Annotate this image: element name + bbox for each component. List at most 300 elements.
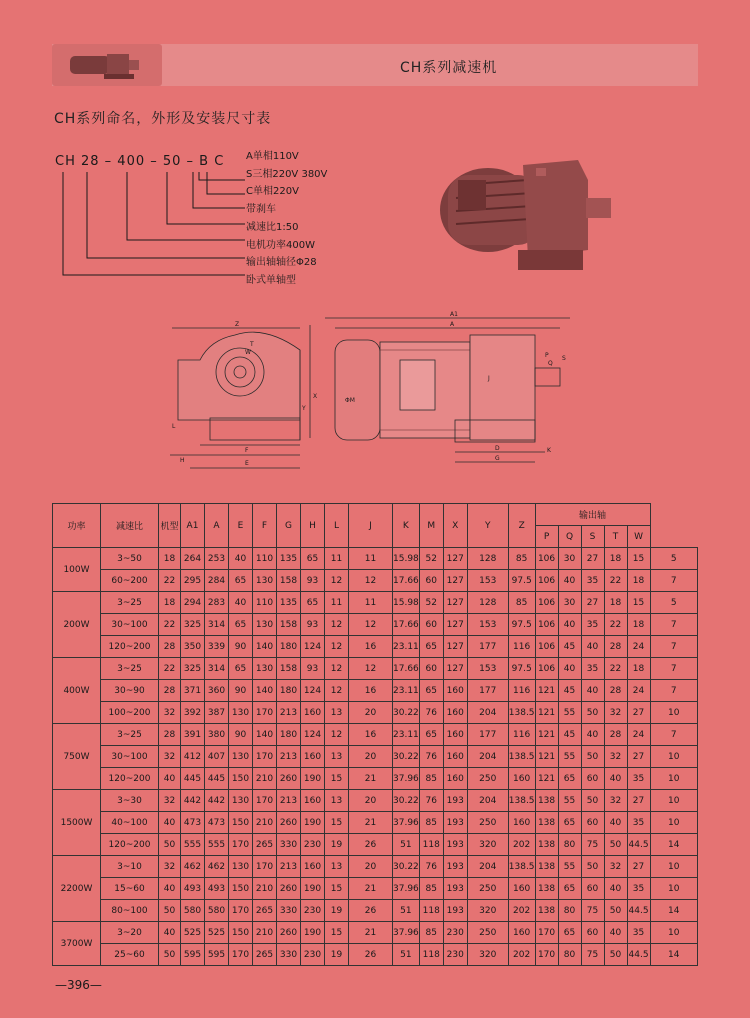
table-row	[53, 592, 698, 614]
table-cell: 7	[650, 724, 697, 746]
table-cell: 5	[650, 592, 697, 614]
power-cell: 750W	[53, 724, 101, 790]
table-cell: 3~25	[101, 724, 159, 746]
table-cell: 19	[325, 944, 349, 966]
table-cell: 12	[349, 570, 393, 592]
table-cell: 13	[325, 746, 349, 768]
dim-label-p: P	[545, 352, 549, 359]
dim-label-z: Z	[235, 321, 240, 328]
table-cell: 213	[277, 856, 301, 878]
table-header: G	[277, 504, 301, 548]
table-cell: 116	[508, 680, 535, 702]
table-cell: 127	[443, 658, 467, 680]
table-cell: 19	[325, 834, 349, 856]
table-cell: 445	[205, 768, 229, 790]
gearmotor-thumbnail-icon	[52, 44, 162, 86]
table-cell: 170	[253, 790, 277, 812]
table-cell: 135	[277, 592, 301, 614]
table-cell: 90	[229, 680, 253, 702]
table-cell: 250	[467, 768, 508, 790]
page-header-title: CH系列减速机	[400, 60, 498, 76]
table-cell: 40	[604, 922, 627, 944]
table-row	[53, 724, 698, 746]
table-cell: 28	[604, 680, 627, 702]
table-cell: 30~100	[101, 614, 159, 636]
table-cell: 193	[443, 900, 467, 922]
table-cell: 7	[650, 614, 697, 636]
table-header: F	[253, 504, 277, 548]
table-header: L	[325, 504, 349, 548]
table-cell: 55	[558, 856, 581, 878]
table-cell: 391	[181, 724, 205, 746]
spec-table	[52, 503, 698, 966]
table-cell: 158	[277, 570, 301, 592]
table-cell: 120~200	[101, 636, 159, 658]
table-cell: 106	[535, 636, 558, 658]
table-cell: 202	[508, 900, 535, 922]
table-cell: 118	[419, 900, 443, 922]
table-cell: 40	[558, 570, 581, 592]
table-cell: 14	[650, 834, 697, 856]
table-cell: 118	[419, 834, 443, 856]
table-cell: 135	[277, 548, 301, 570]
table-cell: 204	[467, 702, 508, 724]
table-cell: 330	[277, 900, 301, 922]
table-cell: 106	[535, 614, 558, 636]
table-cell: 230	[443, 922, 467, 944]
header-thumbnail	[52, 44, 162, 86]
table-cell: 15.98	[393, 592, 420, 614]
table-cell: 50	[604, 834, 627, 856]
table-cell: 85	[419, 878, 443, 900]
table-cell: 27	[627, 856, 650, 878]
table-cell: 65	[558, 812, 581, 834]
table-cell: 193	[443, 790, 467, 812]
table-cell: 106	[535, 548, 558, 570]
table-cell: 50	[159, 834, 181, 856]
table-cell: 10	[650, 922, 697, 944]
table-cell: 204	[467, 790, 508, 812]
table-cell: 76	[419, 856, 443, 878]
table-cell: 407	[205, 746, 229, 768]
table-cell: 140	[253, 680, 277, 702]
table-cell: 44.5	[627, 944, 650, 966]
table-cell: 442	[181, 790, 205, 812]
legend-line: C单相220V	[246, 186, 299, 197]
table-cell: 30	[558, 548, 581, 570]
table-subheader: Q	[558, 526, 581, 548]
dim-label-d: D	[495, 445, 500, 452]
table-row	[53, 614, 698, 636]
table-cell: 124	[301, 680, 325, 702]
dim-label-g: G	[495, 455, 500, 462]
table-cell: 23.11	[393, 636, 420, 658]
dim-label-l: L	[172, 423, 176, 430]
table-cell: 412	[181, 746, 205, 768]
power-cell: 1500W	[53, 790, 101, 856]
table-cell: 65	[229, 570, 253, 592]
table-cell: 65	[419, 636, 443, 658]
table-cell: 314	[205, 658, 229, 680]
dim-label-t: T	[250, 341, 254, 348]
table-cell: 260	[277, 768, 301, 790]
table-cell: 462	[205, 856, 229, 878]
table-cell: 284	[205, 570, 229, 592]
table-cell: 213	[277, 746, 301, 768]
table-cell: 100~200	[101, 702, 159, 724]
table-cell: 76	[419, 746, 443, 768]
table-cell: 40	[229, 548, 253, 570]
table-cell: 52	[419, 592, 443, 614]
table-cell: 190	[301, 768, 325, 790]
table-cell: 22	[604, 614, 627, 636]
table-cell: 45	[558, 680, 581, 702]
table-cell: 60	[419, 614, 443, 636]
table-cell: 10	[650, 878, 697, 900]
table-cell: 50	[604, 944, 627, 966]
table-cell: 30.22	[393, 856, 420, 878]
table-cell: 3~20	[101, 922, 159, 944]
table-cell: 493	[181, 878, 205, 900]
table-cell: 44.5	[627, 900, 650, 922]
table-cell: 55	[558, 702, 581, 724]
power-cell: 200W	[53, 592, 101, 658]
table-row	[53, 812, 698, 834]
section-title: CH系列命名，外形及安装尺寸表	[54, 111, 272, 127]
table-cell: 158	[277, 614, 301, 636]
table-cell: 121	[535, 768, 558, 790]
table-cell: 28	[604, 724, 627, 746]
table-cell: 138.5	[508, 790, 535, 812]
table-header: K	[393, 504, 420, 548]
table-cell: 26	[349, 834, 393, 856]
table-cell: 325	[181, 614, 205, 636]
table-cell: 35	[627, 812, 650, 834]
table-cell: 37.96	[393, 812, 420, 834]
table-header: Y	[467, 504, 508, 548]
table-cell: 65	[301, 548, 325, 570]
table-cell: 555	[205, 834, 229, 856]
table-cell: 32	[604, 856, 627, 878]
table-cell: 130	[253, 570, 277, 592]
table-cell: 371	[181, 680, 205, 702]
dim-label-y: Y	[302, 405, 306, 412]
table-cell: 124	[301, 724, 325, 746]
table-cell: 13	[325, 856, 349, 878]
table-cell: 32	[159, 702, 181, 724]
table-subheader: W	[627, 526, 650, 548]
table-cell: 10	[650, 812, 697, 834]
table-cell: 17.66	[393, 570, 420, 592]
table-cell: 50	[581, 790, 604, 812]
table-cell: 127	[443, 614, 467, 636]
table-row	[53, 702, 698, 724]
table-cell: 130	[253, 614, 277, 636]
table-cell: 32	[159, 746, 181, 768]
table-cell: 445	[181, 768, 205, 790]
table-cell: 177	[467, 724, 508, 746]
table-header-output-shaft: 输出轴	[535, 504, 650, 526]
table-cell: 170	[229, 944, 253, 966]
table-cell: 50	[604, 900, 627, 922]
table-cell: 204	[467, 856, 508, 878]
table-cell: 27	[581, 592, 604, 614]
table-cell: 138	[535, 790, 558, 812]
table-cell: 24	[627, 636, 650, 658]
table-cell: 180	[277, 636, 301, 658]
table-cell: 153	[467, 614, 508, 636]
table-cell: 160	[443, 724, 467, 746]
table-cell: 15	[627, 548, 650, 570]
table-cell: 3~25	[101, 592, 159, 614]
table-cell: 265	[253, 834, 277, 856]
table-cell: 60	[581, 878, 604, 900]
table-cell: 65	[301, 592, 325, 614]
table-cell: 15	[325, 812, 349, 834]
table-cell: 170	[253, 856, 277, 878]
table-cell: 5	[650, 548, 697, 570]
table-cell: 22	[604, 658, 627, 680]
table-cell: 12	[325, 658, 349, 680]
table-cell: 130	[229, 790, 253, 812]
table-cell: 595	[181, 944, 205, 966]
table-cell: 260	[277, 812, 301, 834]
table-cell: 127	[443, 592, 467, 614]
table-cell: 11	[349, 592, 393, 614]
table-cell: 40	[159, 768, 181, 790]
table-cell: 30.22	[393, 790, 420, 812]
legend-line: 带刹车	[246, 204, 276, 215]
table-cell: 85	[419, 768, 443, 790]
table-cell: 40	[604, 812, 627, 834]
table-cell: 50	[581, 856, 604, 878]
legend-line: 卧式单轴型	[246, 275, 296, 286]
table-cell: 170	[229, 900, 253, 922]
table-cell: 40	[558, 658, 581, 680]
table-cell: 150	[229, 812, 253, 834]
table-cell: 12	[349, 614, 393, 636]
table-cell: 170	[535, 922, 558, 944]
table-subheader: P	[535, 526, 558, 548]
table-cell: 121	[535, 702, 558, 724]
table-cell: 10	[650, 746, 697, 768]
table-row	[53, 636, 698, 658]
table-cell: 85	[508, 548, 535, 570]
table-cell: 265	[253, 944, 277, 966]
table-cell: 20	[349, 790, 393, 812]
table-cell: 260	[277, 922, 301, 944]
table-cell: 473	[181, 812, 205, 834]
table-cell: 23.11	[393, 680, 420, 702]
table-cell: 160	[508, 812, 535, 834]
table-cell: 320	[467, 834, 508, 856]
table-cell: 40	[581, 724, 604, 746]
table-cell: 50	[159, 944, 181, 966]
legend-line: S三相220V 380V	[246, 169, 328, 180]
table-cell: 55	[558, 746, 581, 768]
table-cell: 30	[558, 592, 581, 614]
table-cell: 138	[535, 900, 558, 922]
table-cell: 180	[277, 680, 301, 702]
naming-leader-lines	[55, 170, 255, 285]
table-cell: 85	[419, 812, 443, 834]
table-header: E	[229, 504, 253, 548]
table-cell: 213	[277, 790, 301, 812]
table-cell: 110	[253, 548, 277, 570]
table-cell: 138.5	[508, 856, 535, 878]
table-cell: 160	[301, 746, 325, 768]
table-cell: 339	[205, 636, 229, 658]
power-cell: 400W	[53, 658, 101, 724]
table-cell: 153	[467, 570, 508, 592]
table-cell: 10	[650, 768, 697, 790]
table-cell: 12	[325, 636, 349, 658]
dim-label-a1: A1	[450, 311, 458, 318]
table-cell: 50	[581, 702, 604, 724]
table-cell: 40	[581, 636, 604, 658]
table-cell: 35	[627, 768, 650, 790]
table-cell: 85	[508, 592, 535, 614]
table-cell: 7	[650, 570, 697, 592]
table-cell: 40~100	[101, 812, 159, 834]
model-code: CH 28 – 400 – 50 – B C	[55, 154, 225, 169]
table-cell: 462	[181, 856, 205, 878]
table-cell: 253	[205, 548, 229, 570]
table-cell: 116	[508, 636, 535, 658]
table-cell: 580	[181, 900, 205, 922]
table-cell: 21	[349, 768, 393, 790]
power-cell: 2200W	[53, 856, 101, 922]
table-cell: 22	[159, 570, 181, 592]
table-cell: 106	[535, 592, 558, 614]
table-cell: 138.5	[508, 702, 535, 724]
table-cell: 160	[508, 922, 535, 944]
table-cell: 250	[467, 922, 508, 944]
table-cell: 160	[443, 768, 467, 790]
table-cell: 50	[159, 900, 181, 922]
table-cell: 52	[419, 548, 443, 570]
table-cell: 20	[349, 746, 393, 768]
table-cell: 30~90	[101, 680, 159, 702]
table-cell: 3~50	[101, 548, 159, 570]
table-cell: 32	[159, 790, 181, 812]
table-cell: 40	[159, 922, 181, 944]
dim-label-q: Q	[548, 360, 553, 367]
table-cell: 121	[535, 746, 558, 768]
table-row	[53, 856, 698, 878]
table-cell: 23.11	[393, 724, 420, 746]
table-cell: 193	[443, 834, 467, 856]
table-cell: 160	[508, 878, 535, 900]
dim-label-s: S	[562, 355, 566, 362]
table-cell: 190	[301, 878, 325, 900]
legend-line: A单相110V	[246, 151, 299, 162]
table-cell: 160	[443, 680, 467, 702]
table-cell: 32	[159, 856, 181, 878]
table-cell: 330	[277, 944, 301, 966]
table-cell: 213	[277, 702, 301, 724]
table-cell: 45	[558, 636, 581, 658]
table-cell: 15.98	[393, 548, 420, 570]
table-cell: 26	[349, 944, 393, 966]
table-row	[53, 790, 698, 812]
table-cell: 80~100	[101, 900, 159, 922]
table-cell: 3~25	[101, 658, 159, 680]
table-cell: 65	[558, 768, 581, 790]
table-cell: 30.22	[393, 746, 420, 768]
table-cell: 44.5	[627, 834, 650, 856]
table-cell: 40	[558, 614, 581, 636]
table-cell: 160	[443, 746, 467, 768]
table-cell: 330	[277, 834, 301, 856]
table-cell: 250	[467, 878, 508, 900]
table-cell: 153	[467, 658, 508, 680]
table-cell: 15	[627, 592, 650, 614]
table-cell: 177	[467, 636, 508, 658]
table-cell: 80	[558, 944, 581, 966]
table-cell: 442	[205, 790, 229, 812]
table-cell: 11	[325, 592, 349, 614]
table-cell: 65	[419, 680, 443, 702]
table-cell: 555	[181, 834, 205, 856]
table-cell: 325	[181, 658, 205, 680]
table-subheader: T	[604, 526, 627, 548]
table-cell: 28	[159, 724, 181, 746]
table-row	[53, 834, 698, 856]
table-cell: 14	[650, 944, 697, 966]
table-cell: 93	[301, 570, 325, 592]
table-cell: 75	[581, 944, 604, 966]
table-cell: 12	[325, 570, 349, 592]
dim-label-w: W	[245, 349, 251, 356]
table-cell: 30~100	[101, 746, 159, 768]
table-cell: 24	[627, 680, 650, 702]
table-cell: 525	[205, 922, 229, 944]
table-cell: 40	[159, 878, 181, 900]
power-cell: 100W	[53, 548, 101, 592]
table-cell: 127	[443, 570, 467, 592]
table-cell: 18	[159, 548, 181, 570]
table-cell: 13	[325, 702, 349, 724]
table-cell: 190	[301, 922, 325, 944]
table-cell: 138	[535, 834, 558, 856]
table-cell: 160	[508, 768, 535, 790]
table-cell: 160	[301, 856, 325, 878]
table-cell: 35	[581, 658, 604, 680]
table-cell: 90	[229, 636, 253, 658]
table-cell: 16	[349, 680, 393, 702]
table-cell: 11	[325, 548, 349, 570]
table-cell: 22	[159, 658, 181, 680]
table-cell: 28	[159, 636, 181, 658]
table-row	[53, 768, 698, 790]
table-header: M	[419, 504, 443, 548]
table-row	[53, 746, 698, 768]
table-cell: 26	[349, 900, 393, 922]
dimension-drawing	[150, 310, 590, 485]
table-cell: 15	[325, 878, 349, 900]
table-cell: 283	[205, 592, 229, 614]
table-cell: 40	[604, 878, 627, 900]
table-header: 机型	[159, 504, 181, 548]
table-header: X	[443, 504, 467, 548]
legend-line: 输出轴轴径Φ28	[246, 257, 317, 268]
table-cell: 37.96	[393, 878, 420, 900]
table-cell: 10	[650, 856, 697, 878]
table-cell: 230	[301, 834, 325, 856]
table-cell: 202	[508, 834, 535, 856]
table-cell: 80	[558, 834, 581, 856]
